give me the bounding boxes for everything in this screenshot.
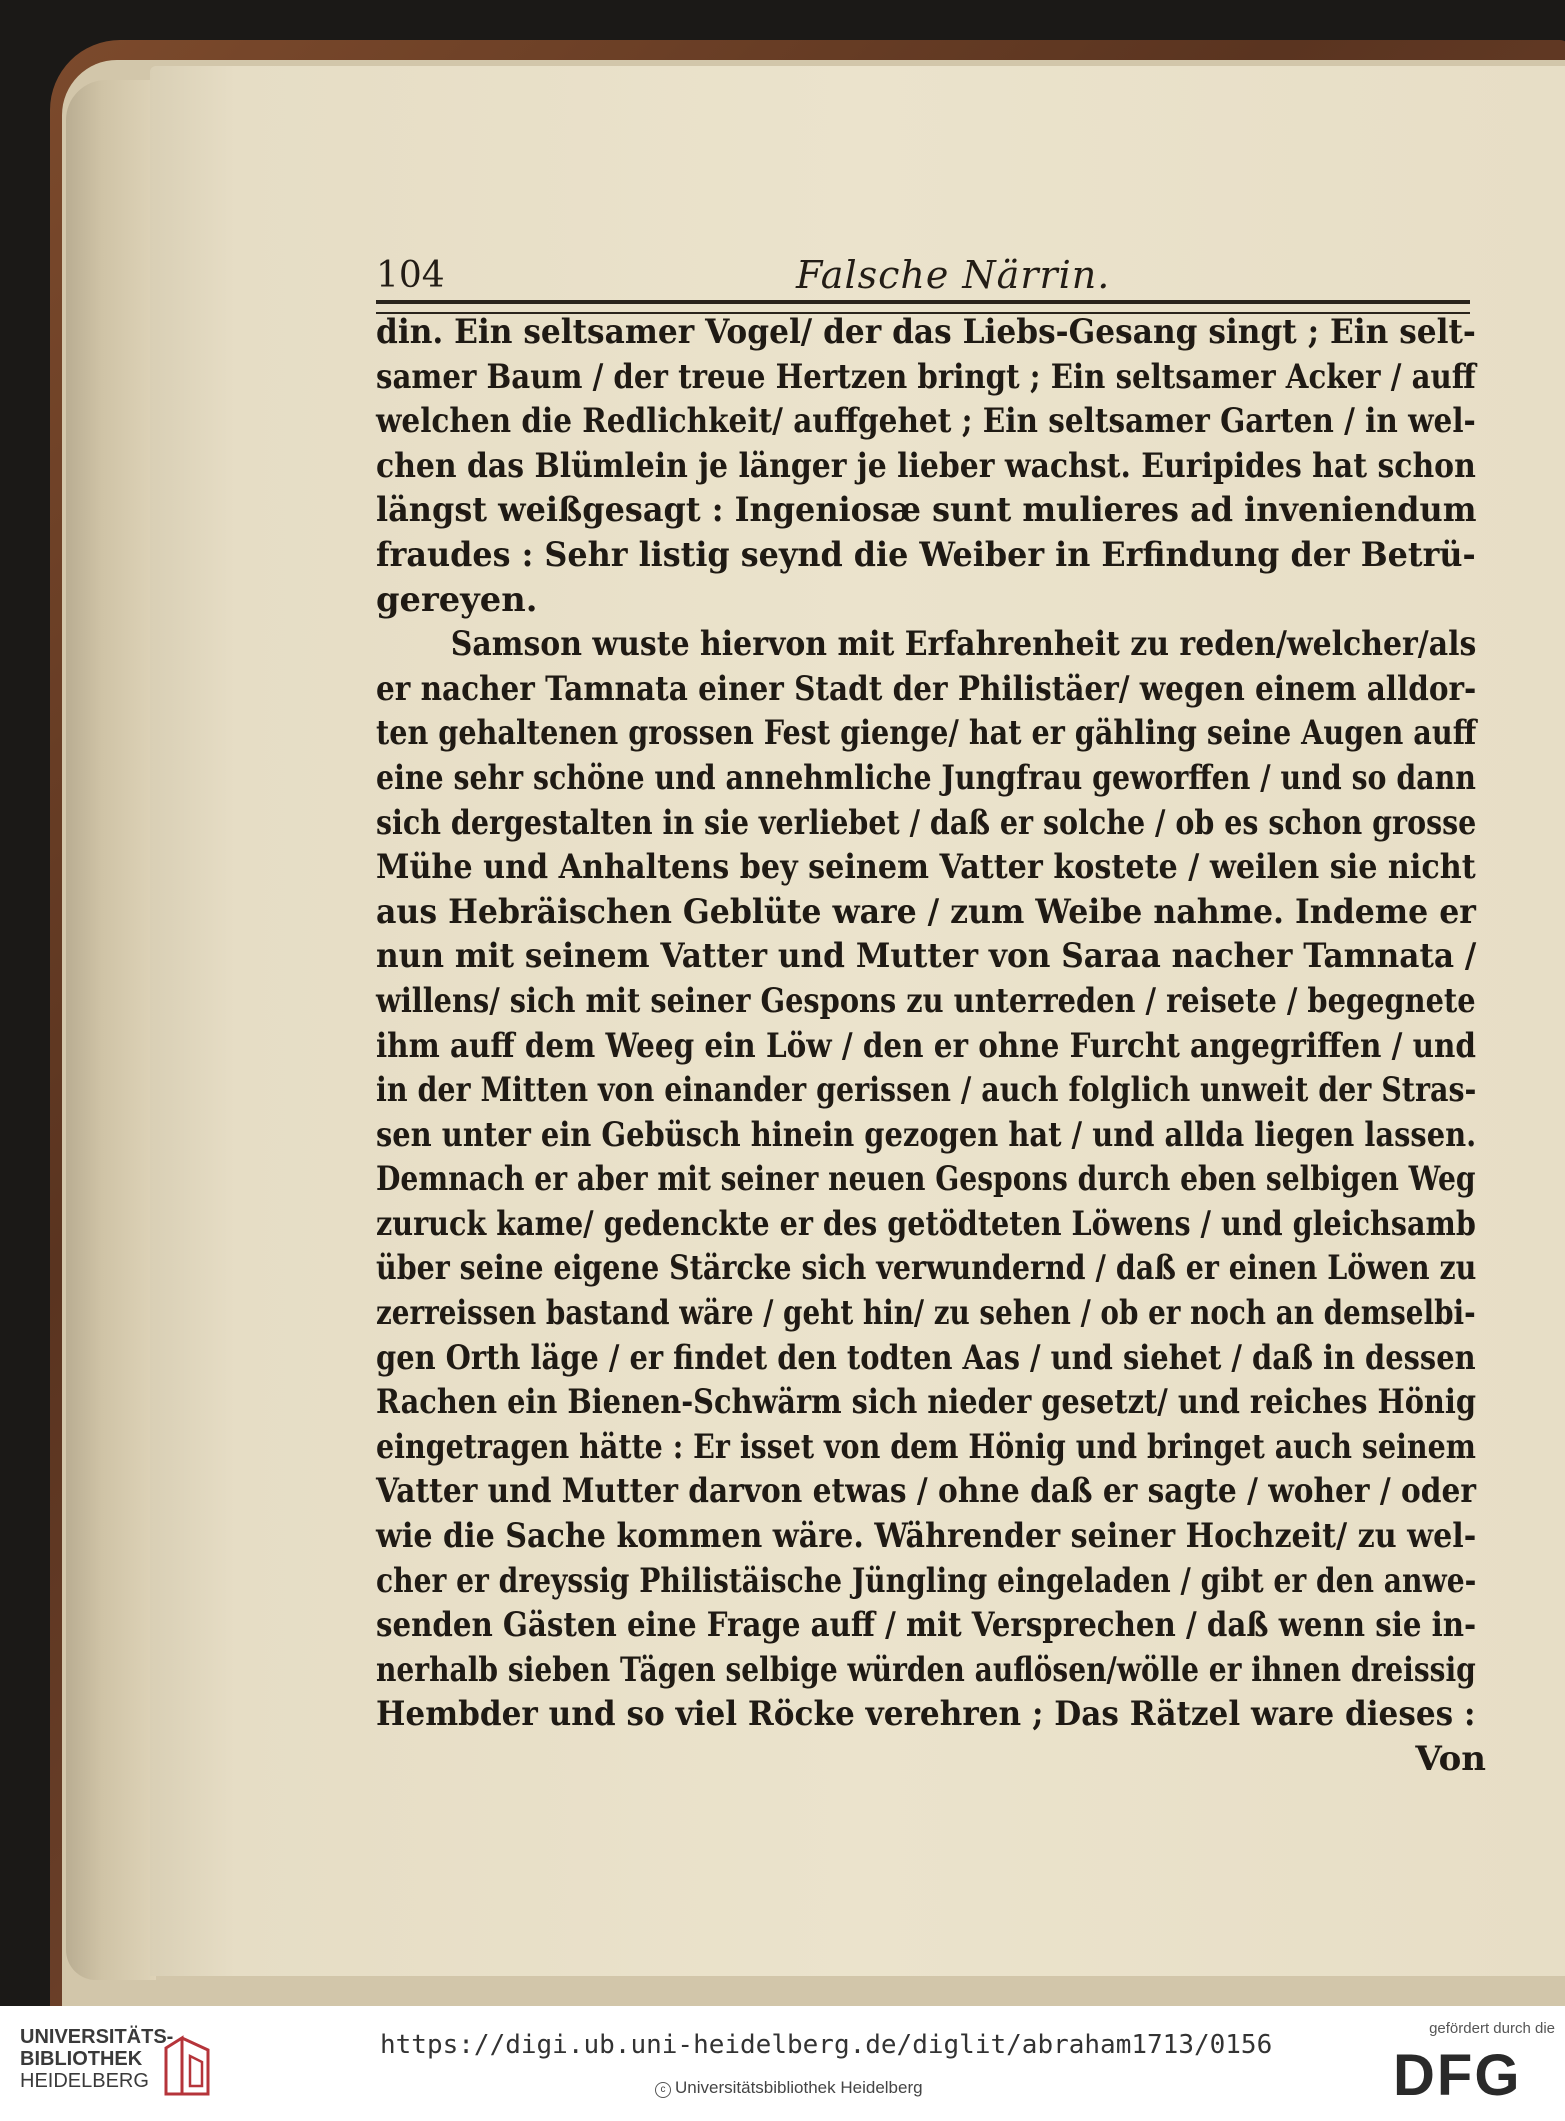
text-line: wie die Sache kommen wäre. Währender seiner Hochzeit/ zu wel- — [376, 1516, 1477, 1557]
text-line: sen unter ein Gebüsch hinein gezogen hat / und allda liegen lassen. — [376, 1114, 1477, 1155]
text-line: längst weißgesagt : Ingeniosæ sunt mulieres ad inveniendum — [376, 490, 1477, 531]
text-line: Vatter und Mutter darvon etwas / ohne daß er sagte / woher / oder — [376, 1471, 1476, 1512]
text-line: zerreissen bastand wäre / geht hin/ zu sehen / ob er noch an demselbi- — [376, 1293, 1476, 1334]
text-line: cher er dreyssig Philistäische Jüngling eingeladen / gibt er den anwe- — [376, 1560, 1477, 1601]
text-line: sich dergestalten in sie verliebet / daß er solche / ob es schon grosse — [376, 802, 1477, 843]
library-name — [20, 2026, 173, 2092]
text-line: senden Gästen eine Frage auff / mit Versprechen / daß wenn sie in- — [376, 1605, 1477, 1646]
text-line: Demnach er aber mit seiner neuen Gespons durch eben selbigen Weg — [376, 1159, 1476, 1200]
permalink-url[interactable]: https://digi.ub.uni-heidelberg.de/diglit/abraham1713/0156 — [380, 2030, 1273, 2060]
text-line: welchen die Redlichkeit/ auffgehet ; Ein seltsamer Garten / in wel- — [376, 401, 1476, 442]
text-line: eine sehr schöne und annehmliche Jungfrau geworffen / und so dann — [376, 757, 1476, 798]
text-line: in der Mitten von einander gerissen / auch folglich unweit der Stras- — [376, 1070, 1477, 1111]
funding-caption: gefördert durch die — [1429, 2020, 1555, 2037]
running-head — [376, 255, 1476, 305]
text-line: eingetragen hätte : Er isset von dem Hönig und bringet auch seinem — [376, 1426, 1476, 1467]
text-line: ten gehaltenen grossen Fest gienge/ hat er gähling seine Augen auff — [376, 713, 1477, 754]
text-line: aus Hebräischen Geblüte ware / zum Weibe nahme. Indeme er — [376, 891, 1476, 932]
text-line: Hembder und so viel Röcke verehren ; Das Rätzel ware dieses : — [376, 1694, 1476, 1735]
text-line: zuruck kame/ gedenckte er des getödteten Löwens / und gleichsamb — [376, 1203, 1476, 1244]
library-name-line: HEIDELBERG — [20, 2070, 149, 2092]
library-name-line: UNIVERSITÄTS- — [20, 2026, 174, 2048]
page-edges — [66, 80, 156, 1980]
text-line: samer Baum / der treue Hertzen bringt ; Ein seltsamer Acker / auff — [376, 356, 1476, 397]
text-line: chen das Blümlein je länger je lieber wachst. Euripides hat schon — [376, 445, 1476, 486]
text-line: willens/ sich mit seiner Gespons zu unterreden / reisete / begegnete — [376, 980, 1476, 1021]
copyright-text: Universitätsbibliothek Heidelberg — [675, 2078, 923, 2097]
running-title: Falsche Närrin. — [796, 253, 1111, 297]
text-line: Rachen ein Bienen-Schwärm sich nieder gesetzt/ und reiches Hönig — [376, 1382, 1476, 1423]
catchword: Von — [1415, 1739, 1486, 1779]
text-line: Mühe und Anhaltens bey seinem Vatter kostete / weilen sie nicht — [376, 847, 1476, 888]
page-number: 104 — [376, 255, 445, 296]
copyright-notice — [655, 2078, 923, 2098]
text-line: Samson wuste hiervon mit Erfahrenheit zu reden/welcher/als — [450, 624, 1477, 665]
copyright-icon: c — [655, 2082, 671, 2098]
text-line: din. Ein seltsamer Vogel/ der das Liebs-Gesang singt ; Ein selt- — [376, 312, 1476, 352]
text-line: nerhalb sieben Tägen selbige würden auflösen/wölle er ihnen dreissig — [376, 1649, 1476, 1690]
text-line: fraudes : Sehr listig seynd die Weiber in Erfindung der Betrü- — [376, 534, 1476, 575]
text-line: nun mit seinem Vatter und Mutter von Saraa nacher Tamnata / — [376, 936, 1477, 977]
text-line: über seine eigene Stärcke sich verwundernd / daß er einen Löwen zu — [376, 1248, 1477, 1289]
library-emblem-icon — [160, 2034, 216, 2098]
body-text — [376, 310, 1486, 1782]
text-line: gereyen. — [376, 579, 538, 620]
funder-block[interactable] — [1385, 2020, 1555, 2115]
library-logo[interactable] — [20, 2026, 220, 2106]
text-line: ihm auff dem Weeg ein Löw / den er ohne Furcht angegriffen / und — [376, 1025, 1476, 1066]
library-name-line: BIBLIOTHEK — [20, 2048, 143, 2070]
dfg-logo: DFG — [1393, 2043, 1522, 2108]
text-line: er nacher Tamnata einer Stadt der Philistäer/ wegen einem alldor- — [376, 668, 1477, 709]
text-line: gen Orth läge / er findet den todten Aas / und siehet / daß in dessen — [376, 1337, 1476, 1378]
footer-bar — [0, 2006, 1565, 2121]
